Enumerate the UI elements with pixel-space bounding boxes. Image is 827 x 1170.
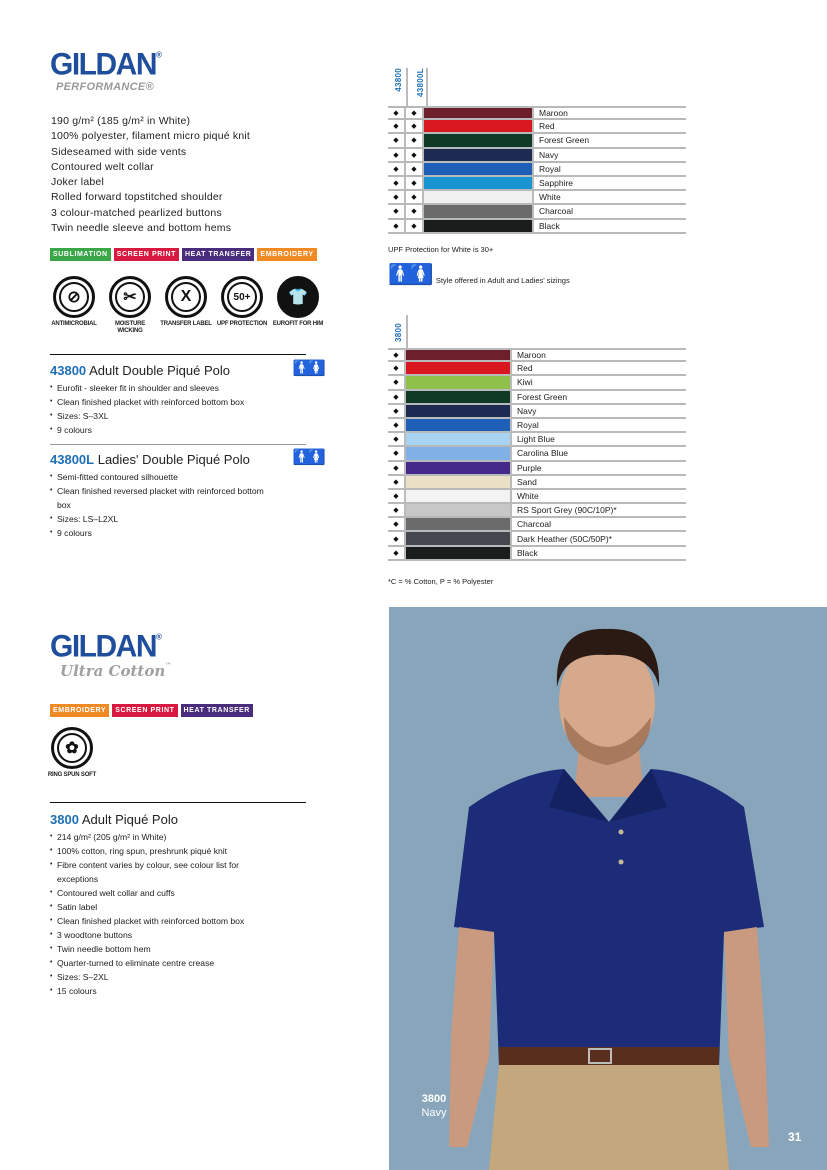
sub-brand-performance: PERFORMANCE®	[56, 81, 154, 93]
column-label-43800l: 43800L	[416, 68, 425, 97]
performance-feature-icons	[46, 276, 326, 335]
adult-ladies-sizing-icon: 🚹🚺	[292, 360, 322, 377]
colour-row	[388, 177, 686, 191]
colour-swatch	[406, 362, 512, 374]
product-name: Adult Double Piqué Polo	[89, 363, 230, 378]
ultra-cotton-colour-table	[388, 313, 686, 561]
bullet-item: • 3 woodtone buttons	[50, 928, 280, 942]
transfer-label-icon	[165, 276, 207, 318]
availability-diamond-icon: ◆	[388, 490, 406, 502]
colour-name: Purple	[517, 462, 542, 473]
availability-diamond-icon: ◆	[388, 405, 406, 417]
feature-item: Twin needle sleeve and bottom hems	[51, 222, 232, 235]
caption-style-code: 3800	[421, 1093, 447, 1105]
adult-ladies-sizing-icon: 🚹🚺	[388, 264, 430, 286]
colour-swatch	[424, 163, 534, 175]
availability-diamond-icon: ◆	[388, 462, 406, 474]
colour-name: Charcoal	[539, 206, 574, 217]
bullet-item: • Satin label	[50, 900, 280, 914]
colour-name: White	[517, 490, 539, 501]
colour-table-header	[388, 66, 686, 106]
availability-diamond-icon: ◆	[406, 108, 424, 118]
colour-row	[388, 462, 686, 476]
colour-name: Sand	[517, 476, 537, 487]
availability-diamond-icon: ◆	[388, 433, 406, 445]
icon-glyph: ✂	[123, 289, 137, 306]
divider	[50, 802, 306, 803]
colour-swatch	[424, 134, 534, 146]
availability-diamond-icon: ◆	[388, 177, 406, 189]
bullet-item: • Clean finished reversed placket with reinforced bottom box	[50, 484, 270, 512]
icon-label: TRANSFER LABEL	[160, 321, 212, 327]
availability-diamond-icon: ◆	[388, 447, 406, 459]
performance-decoration-tags	[50, 248, 317, 261]
colour-swatch	[424, 149, 534, 161]
colour-row	[388, 149, 686, 163]
colour-swatch	[406, 350, 512, 360]
colour-swatch	[406, 476, 512, 488]
icon-glyph: ⊘	[67, 289, 81, 306]
product-code: 43800L	[50, 452, 95, 467]
colour-name: Black	[517, 547, 538, 558]
colour-swatch	[424, 177, 534, 189]
caption-colour: Navy	[421, 1107, 447, 1119]
fibre-footnote: *C = % Cotton, P = % Polyester	[388, 577, 494, 586]
feature-item: 190 g/m² (185 g/m² in White)	[51, 115, 191, 127]
feature-item: 3 colour-matched pearlized buttons	[51, 206, 222, 219]
bullet-item: • Twin needle bottom hem	[50, 942, 280, 956]
availability-diamond-icon: ◆	[406, 163, 424, 175]
brand-wordmark: GILDAN®	[50, 629, 162, 664]
colour-row	[388, 362, 686, 376]
feature-item: 100% polyester, filament micro piqué knit	[51, 130, 251, 143]
colour-row	[388, 376, 686, 390]
colour-swatch	[424, 108, 534, 118]
colour-name: Maroon	[539, 108, 568, 119]
colour-name: Red	[517, 363, 533, 374]
decoration-tag-embroidery: EMBROIDERY	[50, 704, 109, 717]
availability-diamond-icon: ◆	[388, 108, 406, 118]
colour-rows	[388, 106, 686, 234]
availability-diamond-icon: ◆	[388, 220, 406, 232]
colour-swatch	[424, 120, 534, 132]
availability-diamond-icon: ◆	[388, 205, 406, 217]
bullet-item: • Eurofit - sleeker fit in shoulder and sleeves	[50, 381, 322, 395]
availability-diamond-icon: ◆	[388, 134, 406, 146]
availability-diamond-icon: ◆	[388, 120, 406, 132]
product-name: Adult Piqué Polo	[81, 812, 178, 827]
colour-row	[388, 205, 686, 219]
colour-name: RS Sport Grey (90C/10P)*	[517, 505, 617, 516]
colour-row	[388, 191, 686, 205]
page-number: 31	[788, 1130, 802, 1144]
product-code: 43800	[50, 363, 87, 378]
colour-name: Forest Green	[517, 391, 568, 402]
feature-item: Rolled forward topstitched shoulder	[51, 191, 223, 204]
colour-swatch	[406, 447, 512, 459]
availability-diamond-icon: ◆	[406, 149, 424, 161]
colour-name: Red	[539, 121, 555, 132]
feature-badge	[214, 276, 270, 335]
colour-row	[388, 518, 686, 532]
icon-glyph: 👕	[288, 289, 308, 306]
colour-name: Royal	[517, 420, 539, 431]
bullet-item: • Fibre content varies by colour, see colour list for exceptions	[50, 858, 280, 886]
colour-swatch	[406, 490, 512, 502]
availability-diamond-icon: ◆	[388, 391, 406, 403]
column-label-43800: 43800	[394, 68, 403, 92]
colour-name: Sapphire	[539, 178, 574, 189]
colour-name: Carolina Blue	[517, 448, 569, 459]
bullet-item: • 15 colours	[50, 984, 280, 998]
gildan-performance-logo	[50, 47, 162, 93]
divider	[406, 315, 408, 348]
product-bullets	[50, 470, 270, 540]
colour-row	[388, 532, 686, 546]
feature-badge	[270, 276, 326, 335]
antimicrobial-icon	[53, 276, 95, 318]
bullet-item: • Quarter-turned to eliminate centre crease	[50, 956, 280, 970]
upf-protection-icon	[221, 276, 263, 318]
colour-swatch	[406, 518, 512, 530]
colour-swatch	[424, 220, 534, 232]
colour-row	[388, 163, 686, 177]
feature-badge	[44, 727, 100, 779]
availability-diamond-icon: ◆	[388, 350, 406, 360]
colour-swatch	[406, 376, 512, 388]
colour-swatch	[424, 191, 534, 203]
colour-row	[388, 106, 686, 120]
colour-row	[388, 348, 686, 362]
product-title	[50, 812, 320, 828]
divider	[426, 68, 428, 106]
bullet-item: • Sizes: S–3XL	[50, 409, 322, 423]
decoration-tag-heat-transfer: HEAT TRANSFER	[182, 248, 254, 261]
availability-diamond-icon: ◆	[388, 532, 406, 544]
feature-badge	[102, 276, 158, 335]
divider	[50, 354, 306, 355]
availability-diamond-icon: ◆	[388, 504, 406, 516]
product-43800l	[50, 449, 322, 540]
ring-spun-soft-icon	[51, 727, 93, 769]
colour-row	[388, 433, 686, 447]
availability-diamond-icon: ◆	[388, 376, 406, 388]
colour-swatch	[406, 532, 512, 544]
colour-row	[388, 120, 686, 134]
product-title	[50, 363, 322, 379]
bullet-item: • Sizes: LS–L2XL	[50, 512, 270, 526]
icon-glyph: 50+	[233, 291, 251, 303]
icon-glyph: ✿	[65, 740, 79, 757]
bullet-item: • 9 colours	[50, 526, 270, 540]
feature-badge	[46, 276, 102, 335]
sizing-note: Style offered in Adult and Ladies' sizings	[435, 276, 570, 285]
brand-wordmark: GILDAN®	[50, 47, 162, 82]
colour-name: Maroon	[517, 350, 546, 361]
divider	[50, 444, 306, 445]
eurofit-icon	[277, 276, 319, 318]
upf-note: UPF Protection for White is 30+	[388, 245, 494, 254]
model-photo-navy-polo	[389, 607, 827, 1170]
feature-item: Contoured welt collar	[51, 160, 154, 173]
product-code: 3800	[50, 812, 79, 827]
colour-table-header	[388, 313, 686, 348]
product-43800	[50, 360, 322, 437]
colour-row	[388, 447, 686, 461]
colour-row	[388, 391, 686, 405]
colour-swatch	[406, 504, 512, 516]
decoration-tag-screen-print: SCREEN PRINT	[112, 704, 177, 717]
bullet-item: • 100% cotton, ring spun, preshrunk piqué knit	[50, 844, 280, 858]
colour-name: Light Blue	[517, 434, 555, 445]
colour-swatch	[406, 547, 512, 559]
colour-swatch	[424, 205, 534, 217]
availability-diamond-icon: ◆	[388, 518, 406, 530]
colour-row	[388, 476, 686, 490]
bullet-item: • Clean finished placket with reinforced bottom box	[50, 914, 280, 928]
availability-diamond-icon: ◆	[388, 547, 406, 559]
divider	[406, 68, 408, 106]
colour-name: White	[539, 192, 561, 203]
availability-diamond-icon: ◆	[406, 205, 424, 217]
colour-row	[388, 405, 686, 419]
availability-diamond-icon: ◆	[406, 220, 424, 232]
colour-swatch	[406, 405, 512, 417]
product-3800	[50, 812, 320, 998]
colour-rows	[388, 348, 686, 561]
icon-label: EUROFIT FOR HIM	[272, 321, 324, 327]
colour-swatch	[406, 433, 512, 445]
icon-label: ANTIMICROBIAL	[51, 321, 97, 327]
colour-name: Black	[539, 220, 560, 231]
availability-diamond-icon: ◆	[388, 362, 406, 374]
bullet-item: • Sizes: S–2XL	[50, 970, 280, 984]
icon-label: MOISTURE WICKING	[114, 321, 146, 334]
availability-diamond-icon: ◆	[406, 177, 424, 189]
ultra-cotton-feature-icons	[44, 727, 100, 779]
decoration-tag-screen-print: SCREEN PRINT	[114, 248, 179, 261]
availability-diamond-icon: ◆	[406, 191, 424, 203]
bullet-item: • 9 colours	[50, 423, 322, 437]
feature-item: Sideseamed with side vents	[51, 145, 187, 158]
colour-swatch	[406, 462, 512, 474]
colour-name: Navy	[517, 405, 537, 416]
icon-label: RING SPUN SOFT	[47, 772, 97, 778]
bullet-item: • Semi-fitted contoured silhouette	[50, 470, 270, 484]
performance-features-list	[51, 114, 250, 236]
feature-item: Joker label	[51, 176, 104, 189]
bullet-item: • 214 g/m² (205 g/m² in White)	[50, 830, 280, 844]
product-name: Ladies' Double Piqué Polo	[97, 452, 250, 467]
availability-diamond-icon: ◆	[406, 134, 424, 146]
availability-diamond-icon: ◆	[406, 120, 424, 132]
decoration-tag-embroidery: EMBROIDERY	[257, 248, 316, 261]
product-bullets	[50, 830, 280, 998]
adult-ladies-sizing-icon: 🚹🚺	[292, 449, 322, 466]
feature-badge	[158, 276, 214, 335]
colour-swatch	[406, 419, 512, 431]
availability-diamond-icon: ◆	[388, 149, 406, 161]
colour-row	[388, 504, 686, 518]
bullet-item: • Contoured welt collar and cuffs	[50, 886, 280, 900]
column-label-3800: 3800	[394, 323, 403, 342]
colour-row	[388, 134, 686, 148]
availability-diamond-icon: ◆	[388, 419, 406, 431]
sub-brand-ultra-cotton: Ultra Cotton™	[60, 662, 172, 680]
colour-name: Forest Green	[539, 135, 590, 146]
sizing-legend	[388, 262, 570, 287]
icon-glyph: X	[180, 288, 192, 305]
bullet-item: • Clean finished placket with reinforced bottom box	[50, 395, 322, 409]
moisture-wicking-icon	[109, 276, 151, 318]
availability-diamond-icon: ◆	[388, 163, 406, 175]
gildan-ultra-cotton-logo	[50, 629, 172, 680]
availability-diamond-icon: ◆	[388, 476, 406, 488]
availability-diamond-icon: ◆	[388, 191, 406, 203]
colour-name: Navy	[539, 149, 559, 160]
colour-name: Kiwi	[517, 377, 533, 388]
colour-row	[388, 547, 686, 561]
colour-row	[388, 419, 686, 433]
model-illustration	[389, 607, 827, 1170]
colour-name: Royal	[539, 163, 561, 174]
colour-name: Dark Heather (50C/50P)*	[517, 533, 612, 544]
product-bullets	[50, 381, 322, 437]
decoration-tag-heat-transfer: HEAT TRANSFER	[181, 704, 253, 717]
ultra-cotton-decoration-tags	[50, 704, 253, 717]
icon-label: UPF PROTECTION	[216, 321, 268, 327]
colour-name: Charcoal	[517, 519, 552, 530]
decoration-tag-sublimation: SUBLIMATION	[50, 248, 111, 261]
colour-row	[388, 490, 686, 504]
colour-swatch	[406, 391, 512, 403]
performance-colour-table	[388, 66, 686, 234]
photo-caption	[409, 1092, 459, 1120]
product-title	[50, 452, 322, 468]
colour-row	[388, 220, 686, 234]
